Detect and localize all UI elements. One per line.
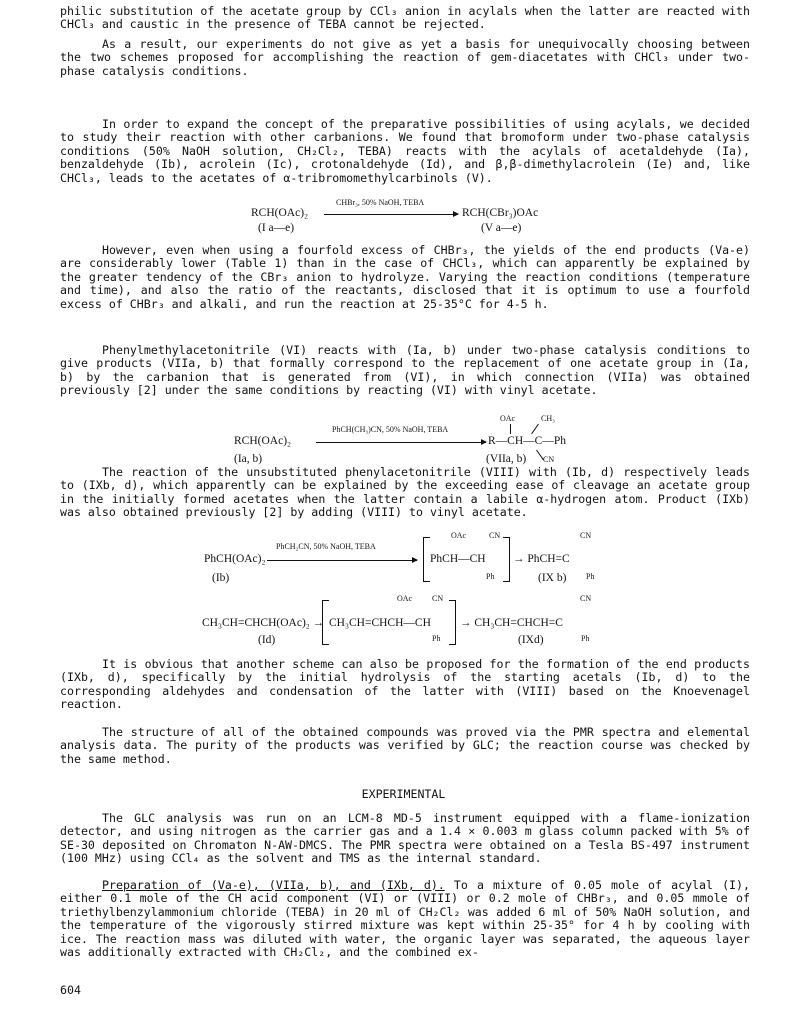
paragraph-3: In order to expand the concept of the preparative possibilities of using acylals, we decided to study their reaction with other carbanions. We found that bromoform under two-phase catalysis conditions (50% NaOH solution, CH₂Cl₂, TEBA) reacts with the acylals of acetaldehyde (Ia), benzaldehyde (Ib), acrolein (Ic), crotonaldehyde (Id), and β,β-dimethylacrolein (Ie) and, like CHCl₃, leads to the acetates of α-tribromomethylcarbinols (V).	[60, 117, 750, 185]
scheme4-oac: OAc	[397, 594, 413, 603]
reaction-arrow	[324, 214, 458, 215]
scheme4-cn: CN	[432, 594, 444, 603]
bond-line	[510, 424, 511, 434]
scheme3-product-cn: CN	[580, 531, 592, 540]
scheme4-product-label: (IXd)	[518, 634, 544, 646]
scheme3-reactant-label: (Ib)	[212, 572, 230, 584]
scheme2-cn: CN	[543, 455, 555, 464]
scheme1-reactant: RCH(OAc)₂	[251, 207, 309, 219]
scheme4-reactant-label: (Id)	[258, 634, 276, 646]
paragraph-2: As a result, our experiments do not give as yet a basis for unequivocally choosing between the two schemes proposed for accomplishing the reaction of gem-diacetates with CHCl₃ under two-phase catalysis conditions.	[60, 37, 750, 78]
bracket-top	[423, 537, 430, 538]
scheme2-reagents: PhCH(CH₃)CN, 50% NaOH, TEBA	[332, 425, 449, 434]
reaction-arrow	[267, 560, 417, 561]
scheme3-reagents: PhCH₂CN, 50% NaOH, TEBA	[276, 542, 376, 551]
scheme3-product-ph: Ph	[586, 572, 595, 581]
scheme4-ph: Ph	[432, 634, 441, 643]
prep-heading: Preparation of (Va-e), (VIIa, b), and (IXb, d).	[102, 878, 445, 892]
paragraph-8: The structure of all of the obtained compounds was proved via the PMR spectra and elemental analysis data. The purity of the products was verified by GLC; the reaction course was checked by the same method.	[60, 725, 750, 766]
scheme4-product-ph: Ph	[581, 634, 590, 643]
reaction-arrow	[316, 442, 486, 443]
scheme1-reagents: CHBr₃, 50% NaOH, TEBA	[336, 198, 425, 207]
section-heading: EXPERIMENTAL	[361, 787, 446, 801]
bracket-bottom	[322, 644, 329, 645]
scheme2-product-label: (VIIa, b)	[486, 453, 527, 465]
paragraph-10-body: To a mixture of 0.05 mole of acylal (I), either 0.1 mole of the CH acid component (VI) or (VIII) or 0.2 mole of CHBr₃, and 0.05 mmole of triethylbenzylammonium chloride (TEBA) in 20 ml of CH₂Cl₂ was added 6 ml of 50% NaOH solution, and the temperature of the vigorously stirred mixture was kept within 25-35° for 4 h by cooling with ice. The reaction mass was diluted with water, the organic layer was separated, the aqueous layer was additionally extracted with CH₂Cl₂, and the combined ex-	[60, 878, 750, 960]
bond-line	[531, 424, 539, 434]
paragraph-6: The reaction of the unsubstituted phenylacetonitrile (VIII) with (Ib, d) respectively leads to (IXb, d), which apparently can be explained by the exceeding ease of cleavage an acetate group in the initially formed acetates when the latter contain a labile α-hydrogen atom. Product (IXb) was also obtained previously [2] by adding (VIII) to vinyl acetate.	[60, 465, 750, 520]
scheme3-product: → PhCH=C	[513, 553, 570, 565]
scheme3-product-label: (IX b)	[538, 572, 567, 584]
scheme4-reactant: CH₃CH=CHCH(OAc)₂ →	[202, 617, 325, 629]
bracket-right	[455, 600, 456, 645]
scheme3-ph: Ph	[486, 572, 495, 581]
scheme1-product-label: (V a—e)	[481, 222, 522, 234]
paragraph-4: However, even when using a fourfold excess of CHBr₃, the yields of the end products (Va-e) are considerably lower (Table 1) than in the case of CHCl₃, which can apparently be explained by the greater tendency of the CBr₃ anion to hydrolyze. Varying the reaction conditions (temperature and time), and also the ratio of the reactants, disclosed that it is optimum to use a fourfold excess of CHBr₃ and alkali, and run the reaction at 25-35°C for 4-5 h.	[60, 243, 750, 311]
scheme4-intermediate: CH₃CH=CHCH—CH	[329, 617, 431, 629]
scheme2-product: R—CH—C—Ph	[488, 435, 566, 447]
paragraph-9: The GLC analysis was run on an LCM-8 MD-5 instrument equipped with a flame-ionization detector, and using nitrogen as the carrier gas and a 1.4 × 0.003 m glass column packed with 5% of SE-30 deposited on Chromaton N-AW-DMCS. The PMR spectra were obtained on a Tesla BS-497 instrument (100 MHz) using CCl₄ as the solvent and TMS as the internal standard.	[60, 811, 750, 866]
scheme3-intermediate: PhCH—CH	[430, 553, 486, 565]
scheme3-reactant: PhCH(OAc)₂	[204, 553, 266, 565]
bracket-bottom	[449, 644, 456, 645]
paragraph-5: Phenylmethylacetonitrile (VI) reacts with (Ia, b) under two-phase catalysis conditions to give products (VIIa, b) that formally correspond to the replacement of one acetate group in (Ia, b) by the carbanion that is generated from (VI), in which connection (VIIa) was obtained previously [2] under the same conditions by reacting (VI) with vinyl acetate.	[60, 343, 750, 398]
scheme3-oac: OAc	[451, 531, 467, 540]
scheme2-oac: OAc	[500, 414, 516, 423]
scheme2-reactant-label: (Ia, b)	[234, 453, 263, 465]
scheme4-product-cn: CN	[580, 594, 592, 603]
scheme2-reactant: RCH(OAc)₂	[234, 435, 292, 447]
bracket-bottom	[503, 581, 510, 582]
scheme1-reactant-label: (I a—e)	[258, 222, 295, 234]
scheme1-product: RCH(CBr₃)OAc	[462, 207, 539, 219]
page-number: 604	[60, 983, 81, 997]
bracket-left	[423, 537, 424, 582]
paragraph-7: It is obvious that another scheme can also be proposed for the formation of the end products (IXb, d), specifically by the initial hydrolysis of the starting acetals (Ib, d) to the corresponding aldehydes and condensation of the latter with (VIII) based on the Knoevenagel reaction.	[60, 657, 750, 712]
bracket-right	[509, 537, 510, 582]
paragraph-10	[60, 879, 750, 959]
scheme2-ch3: CH₃	[541, 414, 555, 423]
scheme4-product: → CH₃CH=CHCH=C	[460, 617, 563, 629]
bracket-top	[322, 600, 329, 601]
paragraph-1: philic substitution of the acetate group by CCl₃ anion in acylals when the latter are reacted with CHCl₃ and caustic in the presence of TEBA cannot be rejected.	[60, 4, 750, 32]
scheme3-cn: CN	[489, 531, 501, 540]
bracket-bottom	[423, 581, 430, 582]
